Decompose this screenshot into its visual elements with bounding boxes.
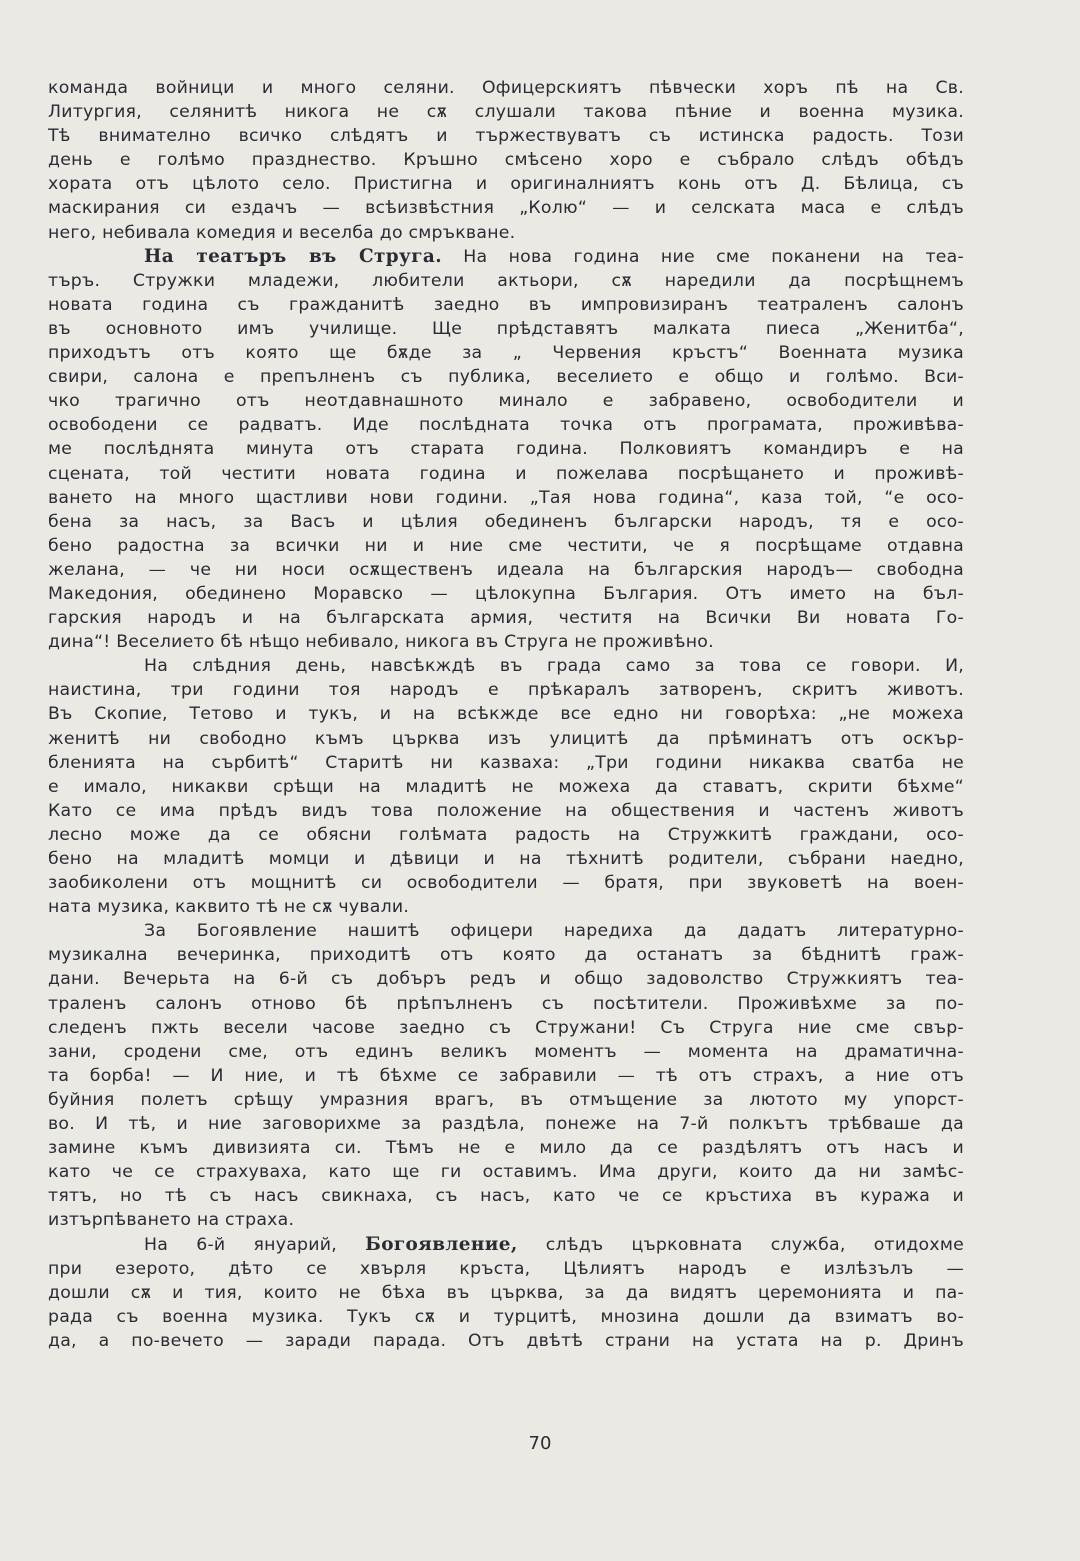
text-line: та борба! — И ние, и тѣ бѣхме се забравили — тѣ отъ страхъ, а ние отъ <box>48 1065 964 1086</box>
text-line: бена за насъ, за Васъ и цѣлия обединенъ български народъ, тя е осо- <box>48 511 964 532</box>
text-line: женитѣ ни свободно къмъ църква изъ улицитѣ да прѣминатъ отъ оскър- <box>48 728 964 749</box>
paragraph <box>48 76 964 245</box>
text-line: день е голѣмо празднество. Кръшно смѣсено хоро е събрало слѣдъ обѣдъ <box>48 150 964 171</box>
page-body-text <box>48 76 964 1353</box>
text-line: На слѣдния день, навсѣкждѣ въ града само за това се говори. И, <box>144 656 964 677</box>
text-line: ната музика, каквито тѣ не сѫ чували. <box>48 897 410 918</box>
text-line: освободени се радватъ. Иде послѣдната точка отъ програмата, проживѣва- <box>48 415 964 436</box>
text-line: изтърпѣването на страха. <box>48 1210 295 1231</box>
page-number: 70 <box>528 1433 552 1454</box>
text-line: ме послѣднята минута отъ старата година. Полковиятъ командиръ е на <box>48 439 964 460</box>
text-line-content: слѣдъ църковната служба, отидохме <box>545 1234 964 1255</box>
text-line: маскирания си ездачъ — всѣизвѣстния „Колю“ — и селската маса е слѣдъ <box>48 198 964 219</box>
text-line: лесно може да се обясни голѣмата радость на Стружкитѣ граждани, осо- <box>48 824 964 845</box>
text-line: е имало, никакви срѣщи на младитѣ не можеха да ставатъ, скрити бѣхме“ <box>48 776 964 797</box>
text-line: дани. Вечерьта на 6-й съ добъръ редъ и общо задоволство Стружкиятъ теа- <box>48 969 964 990</box>
text-line <box>48 245 964 269</box>
text-line: сцената, той честити новата година и пожелава посрѣщането и проживѣ- <box>48 463 964 484</box>
paragraph <box>48 245 964 655</box>
section-heading: На театъръ въ Струга. <box>144 245 443 267</box>
text-line: като че се страхуваха, като ще ги оставимъ. Има други, които да ни замѣс- <box>48 1162 964 1183</box>
paragraph-lead-text: На 6-й януарий, <box>144 1234 337 1255</box>
text-line: да, а по-вечето — заради парада. Отъ двѣтѣ страни на устата на р. Дринъ <box>48 1330 964 1351</box>
text-line: зани, сродени сме, отъ единъ великъ моментъ — момента на драматична- <box>48 1041 964 1062</box>
text-line <box>48 1233 964 1257</box>
text-line: Като се има прѣдъ видъ това положение на обществения и частенъ животъ <box>48 800 964 821</box>
text-line: гарския народъ и на българската армия, честитя на Всички Ви новата Го- <box>48 608 964 629</box>
text-line: Тѣ внимателно всичко слѣдятъ и тържествуватъ съ истинска радость. Този <box>48 126 964 147</box>
text-line: замине къмъ дивизията си. Тѣмъ не е мило да се раздѣлятъ отъ насъ и <box>48 1138 964 1159</box>
text-line: траленъ салонъ отново бѣ прѣпълненъ съ посѣтители. Проживѣхме за по- <box>48 993 964 1014</box>
text-line: дошли сѫ и тия, които не бѣха въ църква, за да видятъ церемонията и па- <box>48 1282 964 1303</box>
text-line: Въ Скопие, Тетово и тукъ, и на всѣкжде все едно ни говорѣха: „не можеха <box>48 704 964 725</box>
text-line: Македония, обединено Моравско — цѣлокупна България. Отъ името на бъл- <box>48 583 964 604</box>
text-line: него, небивала комедия и веселба до смръкване. <box>48 222 516 243</box>
text-line: команда войници и много селяни. Офицерскиятъ пѣвчески хоръ пѣ на Св. <box>48 78 964 98</box>
text-line: бленията на сърбитѣ“ Старитѣ ни казваха: „Три години никаква сватба не <box>48 752 964 773</box>
text-line: приходътъ отъ която ще бѫде за „ Червения кръстъ“ Военната музика <box>48 343 964 364</box>
text-line: заобиколени отъ мощнитѣ си освободители — братя, при звуковетѣ на воен- <box>48 873 964 894</box>
text-line: чко трагично отъ неотдавнашното минало е забравено, освободители и <box>48 391 964 412</box>
text-line: хората отъ цѣлото село. Пристигна и оригиналниятъ конь отъ Д. Бѣлица, съ <box>48 174 964 195</box>
text-line: музикална вечеринка, приходитѣ отъ която да останатъ за бѣднитѣ граж- <box>48 945 964 966</box>
text-line: рада съ военна музика. Тукъ сѫ и турцитѣ, мнозина дошли да взиматъ во- <box>48 1306 964 1327</box>
text-line: следенъ пжть весели часове заедно съ Стружани! Съ Струга ние сме свър- <box>48 1017 964 1038</box>
paragraph <box>48 1233 964 1353</box>
paragraph <box>48 654 964 919</box>
text-line: въ основното имъ училище. Ще прѣдставятъ малката пиеса „Женитба“, <box>48 318 964 339</box>
text-line: търъ. Стружки младежи, любители актьори, сѫ наредили да посрѣщнемъ <box>48 270 964 291</box>
text-line: наистина, три години тоя народъ е прѣкаралъ затворенъ, скритъ животъ. <box>48 680 964 701</box>
text-line-content: На нова година ние сме поканени на теа- <box>463 246 964 267</box>
text-line: дина“! Веселието бѣ нѣщо небивало, никога въ Струга не проживѣно. <box>48 632 714 653</box>
text-line: во. И тѣ, и ние заговорихме за раздѣла, понеже на 7-й полкътъ трѣбваше да <box>48 1114 964 1135</box>
text-line: тятъ, но тѣ съ насъ свикнаха, съ насъ, като че се кръстиха въ куража и <box>48 1186 964 1207</box>
section-heading: Богоявление, <box>365 1233 518 1255</box>
text-line: ването на много щастливи нови години. „Тая нова година“, каза той, “е осо- <box>48 487 964 508</box>
text-line: бено радостна за всички ни и ние сме честити, че я посрѣщаме отдавна <box>48 535 964 556</box>
text-line: новата година съ гражданитѣ заедно въ импровизиранъ театраленъ салонъ <box>48 294 964 315</box>
text-line: желана, — че ни носи осѫщественъ идеала на българския народъ— свободна <box>48 559 964 580</box>
text-line: За Богоявление нашитѣ офицери наредиха да дадатъ литературно- <box>144 921 964 942</box>
text-line: бено на младитѣ момци и дѣвици и на тѣхнитѣ родители, събрани наедно, <box>48 849 964 869</box>
text-line: Литургия, селянитѣ никога не сѫ слушали такова пѣние и военна музика. <box>48 102 964 123</box>
text-line: свири, салона е препълненъ съ публика, веселието е общо и голѣмо. Вси- <box>48 367 964 388</box>
paragraph <box>48 919 964 1232</box>
text-line: при езерото, дѣто се хвърля кръста, Цѣлиятъ народъ е излѣзълъ — <box>48 1258 964 1279</box>
text-line: буйния полетъ срѣщу умразния врагъ, въ отмъщение за лютото му упорст- <box>48 1089 964 1110</box>
